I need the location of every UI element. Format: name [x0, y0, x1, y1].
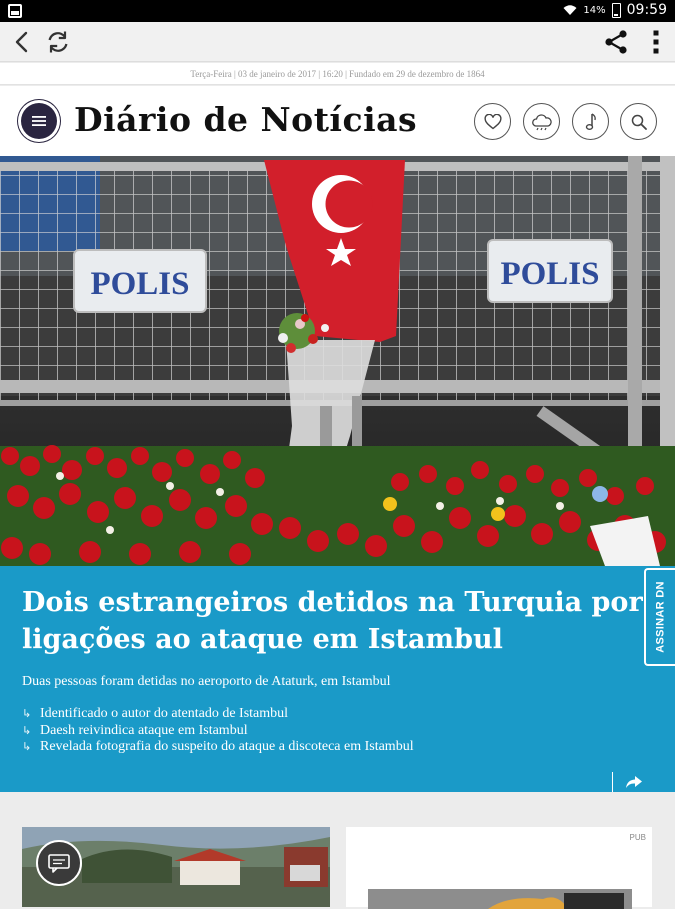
dateline-separator: | — [318, 69, 321, 79]
share-icon — [603, 29, 629, 55]
app-notification-icon — [8, 4, 22, 18]
audio-button[interactable] — [572, 103, 609, 140]
dateline-separator: | — [233, 69, 236, 79]
related-link-label[interactable]: Identificado o autor do atentado de Istambul — [40, 706, 289, 721]
menu-button[interactable] — [18, 100, 60, 142]
weather-icon — [531, 113, 553, 131]
dateline-day: Terça-Feira — [190, 69, 232, 79]
related-link-label[interactable]: Revelada fotografia do suspeito do ataque a discoteca em Istambul — [40, 739, 414, 754]
dateline-separator: | — [345, 69, 347, 79]
chat-icon — [47, 853, 71, 873]
subscribe-tab[interactable] — [644, 568, 675, 666]
subscribe-label: ASSINAR DN — [654, 581, 667, 653]
news-grid — [0, 792, 675, 900]
police-sign-left: POLIS — [90, 266, 190, 302]
clock: 09:59 — [626, 2, 667, 18]
favorites-button[interactable] — [474, 103, 511, 140]
hero-image[interactable] — [0, 156, 675, 566]
overflow-menu-button[interactable] — [640, 26, 672, 58]
related-link-label[interactable]: Daesh reivindica ataque em Istambul — [40, 722, 248, 738]
site-logo[interactable]: Diário de Notícias — [74, 100, 418, 139]
headline-box[interactable] — [0, 566, 675, 792]
headline-lead: Duas pessoas foram detidas no aeroporto de Ataturk, em Istambul — [22, 674, 391, 689]
app-toolbar — [0, 22, 675, 62]
battery-percent: 14% — [583, 4, 606, 16]
weather-button[interactable] — [523, 103, 560, 140]
back-button[interactable] — [6, 26, 38, 58]
related-arrow-icon: ↳ — [22, 723, 32, 737]
share-arrow-icon — [625, 775, 643, 789]
related-link[interactable] — [22, 706, 414, 723]
heart-icon — [484, 114, 502, 130]
back-icon — [13, 31, 31, 53]
headline-title[interactable]: Dois estrangeiros detidos na Turquia por ligações ao ataque em Istambul — [22, 587, 643, 655]
share-story-button[interactable] — [622, 772, 646, 792]
wifi-icon — [563, 4, 577, 16]
battery-icon — [612, 3, 621, 18]
dateline — [0, 63, 675, 85]
search-button[interactable] — [620, 103, 657, 140]
ad-label: PUB — [629, 833, 646, 842]
hero-photo — [0, 156, 675, 566]
related-link[interactable] — [22, 739, 414, 756]
overflow-menu-icon — [652, 29, 660, 55]
dateline-founded: Fundado em 29 de dezembro de 1864 — [349, 69, 485, 79]
refresh-icon — [45, 29, 71, 55]
refresh-button[interactable] — [42, 26, 74, 58]
search-icon — [630, 113, 648, 131]
police-sign-right: POLIS — [500, 256, 600, 292]
related-links — [22, 706, 414, 756]
hamburger-menu-icon — [32, 116, 46, 126]
chat-button[interactable] — [36, 840, 82, 886]
advertisement[interactable] — [346, 827, 652, 907]
divider — [612, 772, 613, 792]
related-arrow-icon: ↳ — [22, 707, 32, 720]
masthead — [0, 86, 675, 156]
dateline-date: 03 de janeiro de 2017 — [238, 69, 317, 79]
related-arrow-icon: ↳ — [22, 740, 32, 753]
related-link[interactable] — [22, 723, 414, 740]
ad-image[interactable] — [368, 889, 632, 909]
status-bar — [0, 0, 675, 22]
dateline-time: 16:20 — [322, 69, 343, 79]
ad-creative — [368, 889, 632, 909]
share-button[interactable] — [600, 26, 632, 58]
audio-icon — [583, 112, 599, 132]
